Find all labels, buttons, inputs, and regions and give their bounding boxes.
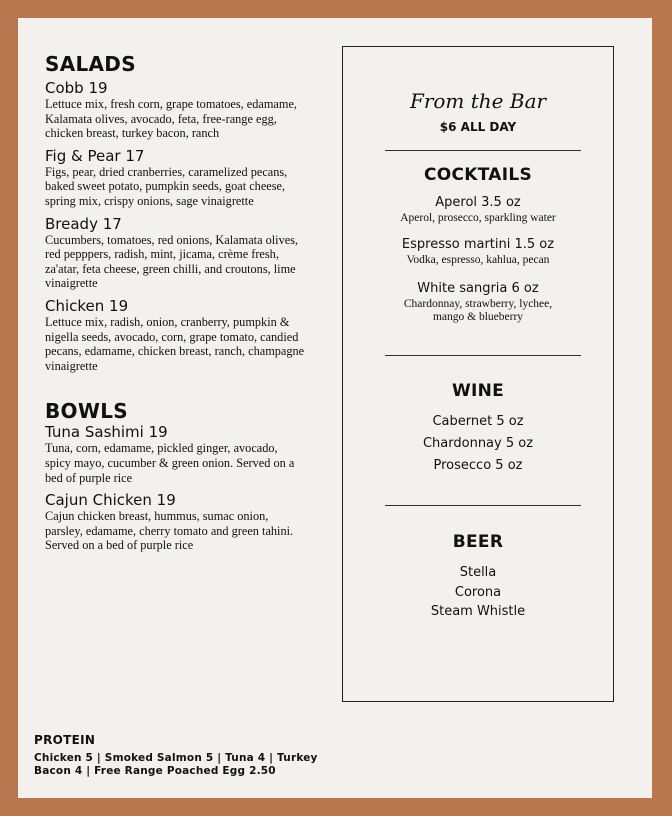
protein-heading: PROTEIN: [34, 733, 96, 747]
wine-list: [343, 411, 613, 477]
cocktail-description: Chardonnay, strawberry, lychee, mango & blueberry: [403, 298, 553, 323]
menu-item-name: Bready 17: [45, 214, 122, 233]
divider: [385, 505, 581, 506]
cocktail-item: [343, 195, 613, 225]
cocktail-name: Espresso martini 1.5 oz: [401, 237, 555, 252]
bar-menu-box: [342, 46, 614, 702]
cocktail-item: [343, 281, 613, 324]
wine-item: Cabernet 5 oz: [432, 414, 524, 429]
beer-list: [343, 563, 613, 622]
wine-item: Prosecco 5 oz: [433, 458, 523, 473]
menu-item-name: Fig & Pear 17: [45, 146, 145, 165]
menu-item-name: Chicken 19: [45, 296, 129, 315]
menu-item-description: Figs, pear, dried cranberries, caramelized pecans, baked sweet potato, pumpkin seeds, goat cheese, spring mix, crispy onions, sage vinaigrette: [45, 164, 288, 208]
menu-item: [45, 492, 305, 553]
beer-item: Stella: [459, 565, 497, 580]
menu-item-name: Tuna Sashimi 19: [45, 423, 168, 442]
menu-item-description: Tuna, corn, edamame, pickled ginger, avocado, spicy mayo, cucumber & green onion. Served on a bed of purple rice: [45, 441, 295, 485]
menu-item: [45, 216, 305, 291]
salads-section: [45, 52, 305, 373]
cocktails-heading: COCKTAILS: [423, 165, 533, 185]
bar-price-note: $6 ALL DAY: [439, 120, 517, 134]
menu-item: [45, 148, 305, 209]
wine-heading: WINE: [451, 381, 505, 401]
menu-item: [45, 298, 305, 373]
menu-item-description: Lettuce mix, fresh corn, grape tomatoes, edamame, Kalamata olives, avocado, feta, free-range egg, chicken breast, turkey bacon, ranch: [45, 97, 297, 141]
menu-item-description: Cajun chicken breast, hummus, sumac onion, parsley, edamame, cherry tomato and green tahini. Served on a bed of purple rice: [45, 509, 294, 553]
bowls-section: [45, 399, 305, 553]
menu-item-description: Cucumbers, tomatoes, red onions, Kalamata olives, red pepppers, radish, mint, jicama, crème fresh, za'atar, feta cheese, green chilli, and croutons, lime vinaigrette: [45, 232, 299, 291]
beer-item: Steam Whistle: [430, 604, 526, 619]
cocktail-item: [343, 237, 613, 267]
food-column: [45, 52, 305, 553]
cocktail-description: Aperol, prosecco, sparkling water: [400, 212, 556, 224]
menu-item: [45, 424, 305, 485]
menu-page: [18, 18, 652, 798]
bar-title: From the Bar: [409, 89, 547, 113]
menu-item-name: Cobb 19: [45, 79, 108, 97]
cocktail-description: Vodka, espresso, kahlua, pecan: [406, 254, 550, 266]
menu-item-name: Cajun Chicken 19: [45, 491, 176, 510]
cocktail-name: Aperol 3.5 oz: [435, 195, 521, 210]
menu-item-description: Lettuce mix, radish, onion, cranberry, pumpkin & nigella seeds, avocado, corn, grape tomato, candied pecans, edamame, chicken breast, ranch, champagne vinaigrette: [45, 314, 305, 373]
salads-heading: SALADS: [45, 52, 136, 76]
beer-item: Corona: [454, 584, 502, 600]
protein-options: Chicken 5 | Smoked Salmon 5 | Tuna 4 | Turkey Bacon 4 | Free Range Poached Egg 2.50: [34, 752, 318, 777]
protein-addons: [34, 733, 334, 778]
menu-item: [45, 80, 305, 141]
cocktail-name: White sangria 6 oz: [417, 281, 539, 296]
divider: [385, 355, 581, 356]
beer-heading: BEER: [452, 532, 504, 552]
bowls-heading: BOWLS: [45, 399, 128, 424]
wine-item: Chardonnay 5 oz: [422, 436, 534, 451]
divider: [385, 150, 581, 151]
